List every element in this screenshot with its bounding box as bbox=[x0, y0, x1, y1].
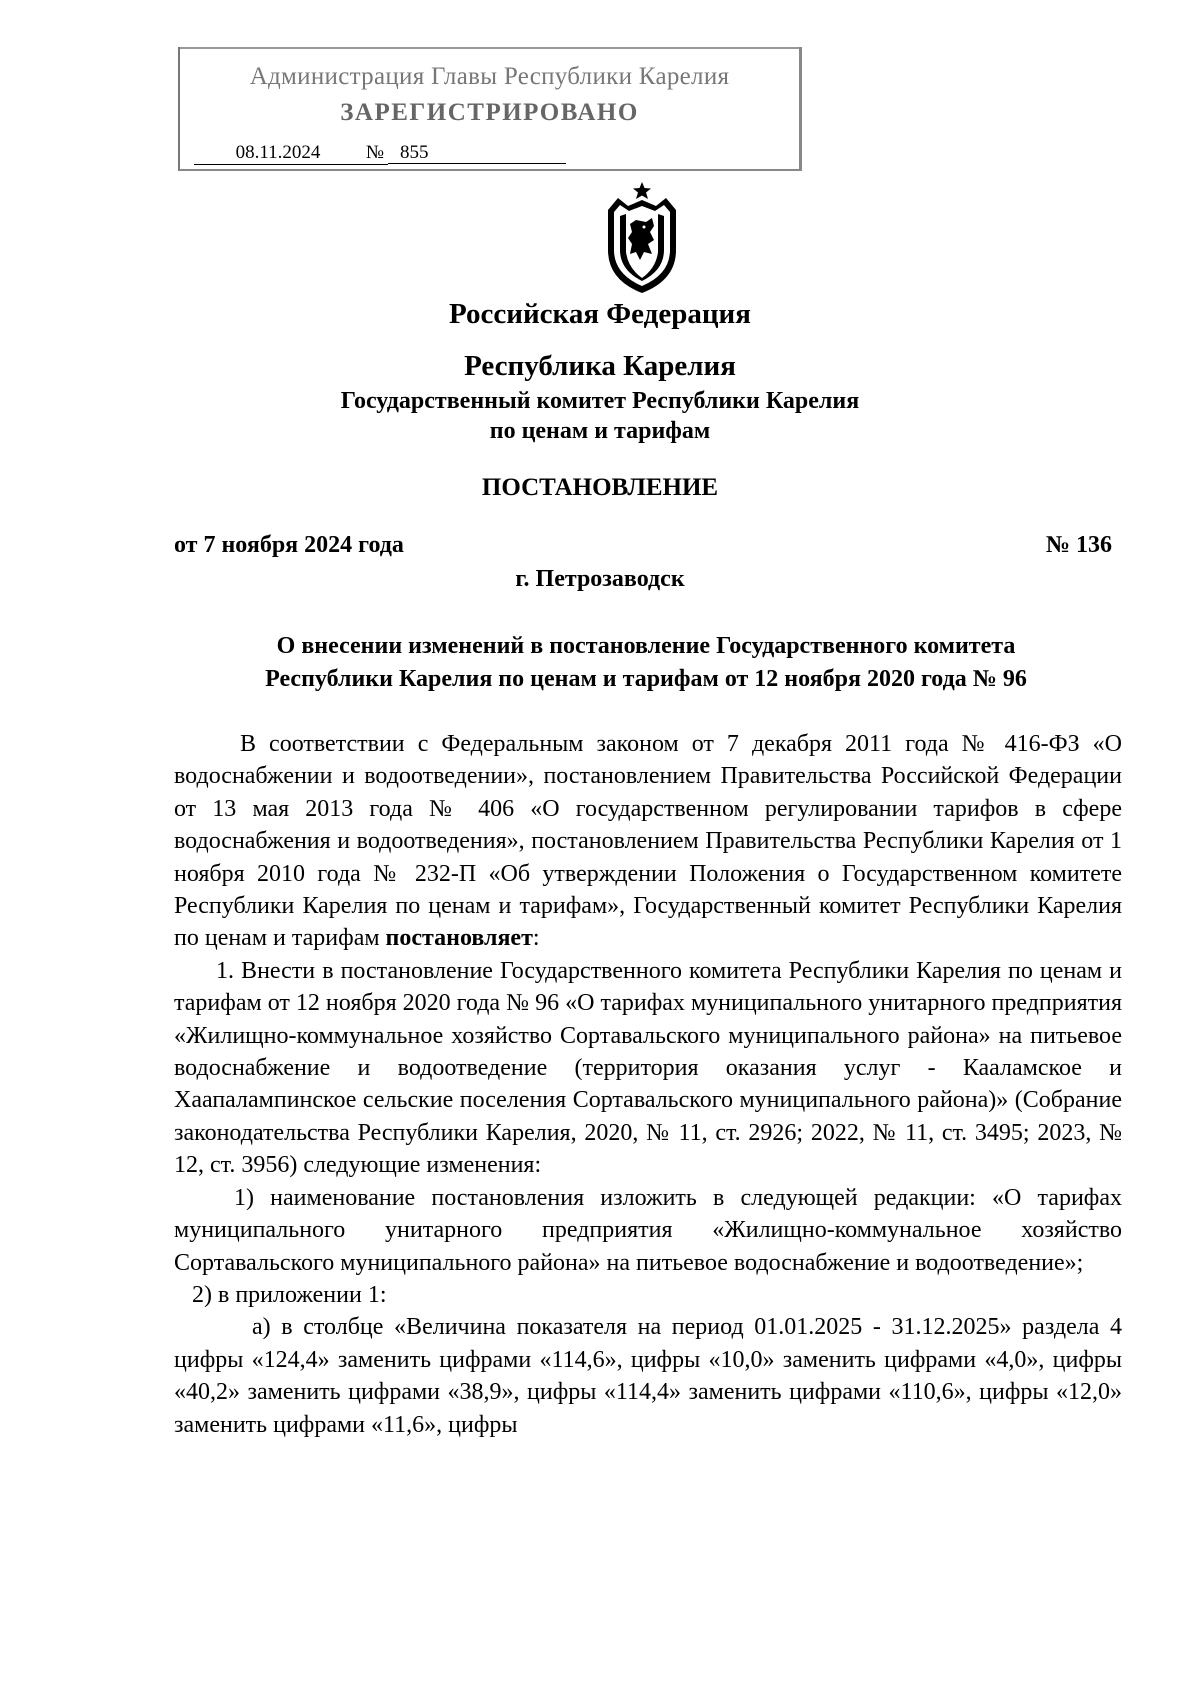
document-city: г. Петрозаводск bbox=[515, 566, 685, 592]
item-1-2a-paragraph: а) в столбце «Величина показателя на период 01.01.2025 - 31.12.2025» раздела 4 цифры «124,4» заменить цифрами «114,6», цифры «10,0» заменить цифрами «4,0», цифры «40,2» заменить цифрами «38,9», цифры «114,4» заменить цифрами «110,6», цифры «12,0» заменить цифрами «11,6», цифры bbox=[174, 1314, 1122, 1438]
document-title bbox=[170, 630, 1122, 696]
stamp-number: 855 bbox=[388, 142, 566, 164]
country-title: Российская Федерация bbox=[449, 298, 751, 330]
stamp-registered: ЗАРЕГИСТРИРОВАНО bbox=[340, 99, 639, 126]
resolves-word: постановляет bbox=[385, 925, 533, 952]
document-body bbox=[174, 728, 1122, 1441]
preamble-paragraph bbox=[174, 728, 1122, 955]
committee-title-line2: по ценам и тарифам bbox=[489, 418, 711, 444]
document-title-line1: О внесении изменений в постановление Государственного комитета bbox=[276, 633, 1016, 659]
stamp-no-sign: № bbox=[362, 142, 388, 165]
coat-of-arms-icon bbox=[596, 180, 688, 296]
stamp-date: 08.11.2024 bbox=[194, 142, 362, 165]
item-1-2-paragraph: 2) в приложении 1: bbox=[192, 1281, 387, 1308]
document-title-line2: Республики Карелия по ценам и тарифам от 12 ноября 2020 года № 96 bbox=[265, 666, 1027, 692]
document-number: № 136 bbox=[1045, 532, 1112, 558]
registration-stamp bbox=[178, 47, 802, 171]
stamp-authority: Администрация Главы Республики Карелия bbox=[249, 63, 730, 90]
document-type: ПОСТАНОВЛЕНИЕ bbox=[481, 474, 719, 501]
stamp-registration-row bbox=[194, 142, 566, 165]
committee-title-line1: Государственный комитет Республики Карелия bbox=[340, 388, 860, 414]
republic-title: Республика Карелия bbox=[464, 350, 736, 382]
item-1-1-paragraph: 1) наименование постановления изложить в следующей редакции: «О тарифах муниципального унитарного предприятия «Жилищно-коммунальное хозяйство Сортавальского муниципального района» на питьевое водоснабжение и водоотведение»; bbox=[174, 1184, 1122, 1276]
preamble-text: В соответствии с Федеральным законом от 7 декабря 2011 года № 416-ФЗ «О водоснабжении и водоотведении», постановлением Правительства Российской Федерации от 13 мая 2013 года № 406 «О государственном регулировании тарифов в сфере водоснабжения и водоотведения», постановлением Правительства Республики Карелия от 1 ноября 2010 года № 232-П «Об утверждении Положения о Государственном комитете Республики Карелия по ценам и тарифам», Государственный комитет Республики Карелия по ценам и тарифам bbox=[174, 731, 1122, 952]
document-date: от 7 ноября 2024 года bbox=[174, 532, 404, 558]
item-1-paragraph: 1. Внести в постановление Государственного комитета Республики Карелия по ценам и тарифам от 12 ноября 2020 года № 96 «О тарифах муниципального унитарного предприятия «Жилищно-коммунальное хозяйство Сортавальского муниципального района» на питьевое водоснабжение и водоотведение (территория оказания услуг - Кааламское и Хаапалампинское сельские поселения Сортавальского муниципального района)» (Собрание законодательства Республики Карелия, 2020, № 11, ст. 2926; 2022, № 11, ст. 3495; 2023, № 12, ст. 3956) следующие изменения: bbox=[174, 957, 1122, 1179]
preamble-colon: : bbox=[532, 925, 540, 952]
